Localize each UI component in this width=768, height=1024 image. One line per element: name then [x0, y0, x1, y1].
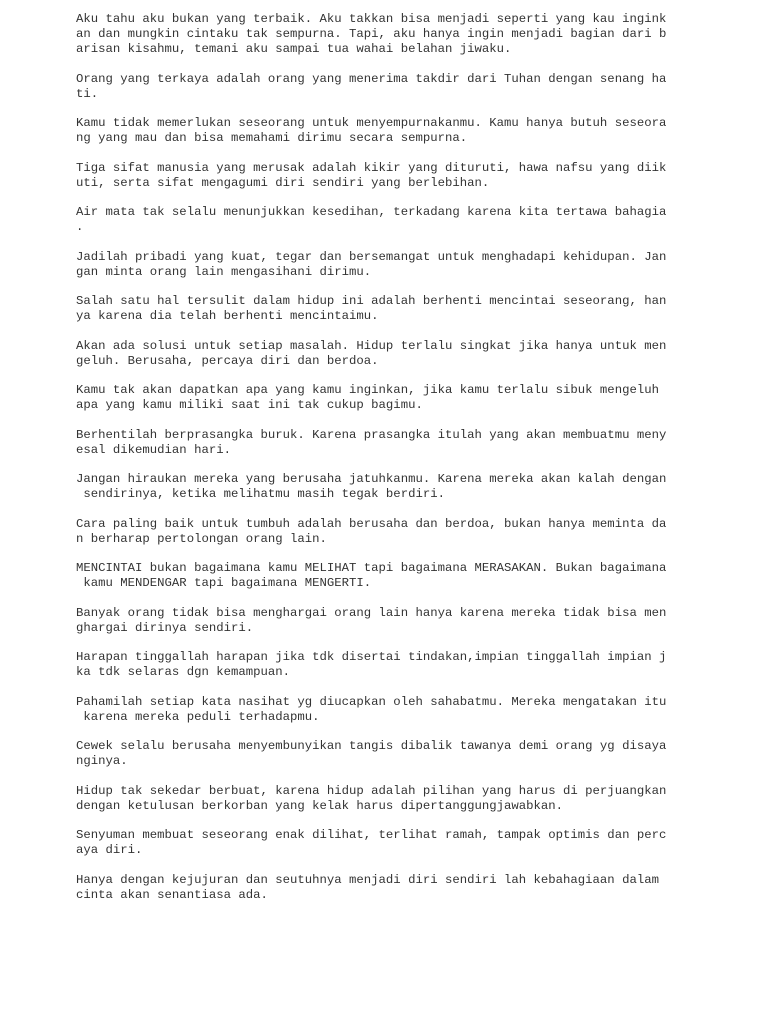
- paragraph: MENCINTAI bukan bagaimana kamu MELIHAT tapi bagaimana MERASAKAN. Bukan bagaimana kamu MENDENGAR tapi bagaimana MENGERTI.: [76, 561, 667, 590]
- paragraph: Senyuman membuat seseorang enak dilihat, terlihat ramah, tampak optimis dan perc aya diri.: [76, 828, 667, 857]
- paragraph: Cara paling baik untuk tumbuh adalah berusaha dan berdoa, bukan hanya meminta da n berharap pertolongan orang lain.: [76, 516, 667, 546]
- paragraph: Harapan tinggallah harapan jika tdk disertai tindakan,impian tinggallah impian j ka tdk selaras dgn kemampuan.: [76, 650, 667, 679]
- paragraph: Jangan hiraukan mereka yang berusaha jatuhkanmu. Karena mereka akan kalah dengan sendirinya, ketika melihatmu masih tegak berdiri.: [76, 472, 667, 501]
- paragraph: Kamu tidak memerlukan seseorang untuk menyempurnakanmu. Kamu hanya butuh seseora ng yang mau dan bisa memahami dirimu secara sempurna.: [76, 116, 667, 145]
- paragraph: Hidup tak sekedar berbuat, karena hidup adalah pilihan yang harus di perjuangkan dengan ketulusan berkorban yang kelak harus dipertanggungjawabkan.: [76, 783, 667, 813]
- paragraph: Cewek selalu berusaha menyembunyikan tangis dibalik tawanya demi orang yg disaya nginya.: [76, 739, 667, 768]
- paragraph: Hanya dengan kejujuran dan seutuhnya menjadi diri sendiri lah kebahagiaan dalam cinta akan senantiasa ada.: [76, 872, 659, 902]
- document-page: [76, 12, 696, 917]
- paragraph: Air mata tak selalu menunjukkan kesedihan, terkadang karena kita tertawa bahagia .: [76, 205, 667, 234]
- paragraph: Kamu tak akan dapatkan apa yang kamu inginkan, jika kamu terlalu sibuk mengeluh apa yang kamu miliki saat ini tak cukup bagimu.: [76, 383, 659, 412]
- paragraph: Tiga sifat manusia yang merusak adalah kikir yang dituruti, hawa nafsu yang diik uti, serta sifat mengagumi diri sendiri yang berlebihan.: [76, 160, 667, 190]
- paragraph: Aku tahu aku bukan yang terbaik. Aku takkan bisa menjadi seperti yang kau ingink an dan mungkin cintaku tak sempurna. Tapi, aku hanya ingin menjadi bagian dari b arisan kisahmu, temani aku sampai tua wahai belahan jiwaku.: [76, 12, 667, 56]
- paragraph: Orang yang terkaya adalah orang yang menerima takdir dari Tuhan dengan senang ha ti.: [76, 71, 667, 101]
- paragraph: Salah satu hal tersulit dalam hidup ini adalah berhenti mencintai seseorang, han ya karena dia telah berhenti mencintaimu.: [76, 294, 667, 323]
- paragraph: Jadilah pribadi yang kuat, tegar dan bersemangat untuk menghadapi kehidupan. Jan gan minta orang lain mengasihani dirimu.: [76, 249, 667, 279]
- paragraph: Berhentilah berprasangka buruk. Karena prasangka itulah yang akan membuatmu meny esal dikemudian hari.: [76, 427, 667, 457]
- paragraph: Pahamilah setiap kata nasihat yg diucapkan oleh sahabatmu. Mereka mengatakan itu karena mereka peduli terhadapmu.: [76, 694, 667, 724]
- paragraph: Akan ada solusi untuk setiap masalah. Hidup terlalu singkat jika hanya untuk men geluh. Berusaha, percaya diri dan berdoa.: [76, 338, 667, 368]
- paragraph: Banyak orang tidak bisa menghargai orang lain hanya karena mereka tidak bisa men ghargai dirinya sendiri.: [76, 605, 667, 635]
